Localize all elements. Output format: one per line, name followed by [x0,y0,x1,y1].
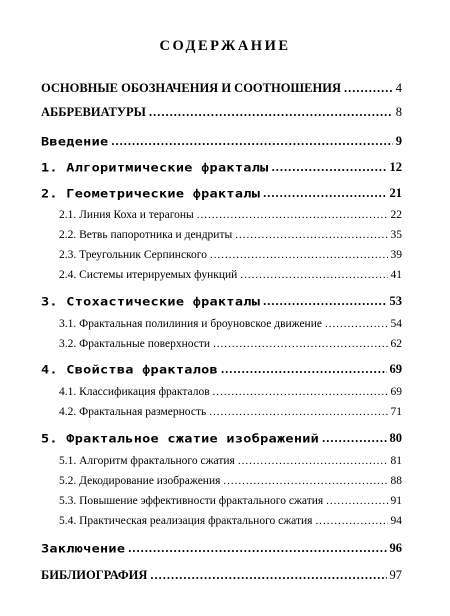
dot-leader [210,249,388,261]
toc-entry-label: 4.1. Классификация фракталов [59,386,210,398]
toc-entry-page: 62 [390,338,402,350]
toc-entry-chapter-1[interactable] [41,159,402,175]
dot-leader [325,318,388,330]
toc-entry-label: 5.3. Повышение эффективности фрактального сжатия [59,495,324,507]
toc-entry-page: 94 [390,515,402,527]
toc-entry-section-4-1[interactable] [59,386,402,398]
dot-leader [238,455,388,467]
toc-entry-page: 35 [390,229,402,241]
toc-entry-label: 5.4. Практическая реализация фрактального сжатия [59,515,313,527]
toc-entry-chapter-5[interactable] [41,430,402,446]
dot-leader [344,81,393,96]
dot-leader [128,541,386,556]
dot-leader [240,269,387,281]
toc-entry-section-2-4[interactable] [59,269,402,281]
dot-leader [149,105,393,120]
toc-entry-page: 4 [395,81,402,95]
toc-entry-label: Введение [41,135,109,149]
dot-leader [150,568,386,583]
toc-entry-chapter-2[interactable] [41,185,402,201]
toc-entry-page: 39 [390,249,402,261]
toc-entry-notation[interactable] [41,81,402,96]
toc-entry-section-3-2[interactable] [59,338,402,350]
toc-title: СОДЕРЖАНИЕ [159,38,291,54]
toc-entry-label: 3.2. Фрактальные поверхности [59,338,211,350]
toc-entry-conclusion[interactable] [41,540,402,556]
toc-entry-bibliography[interactable] [41,568,402,583]
toc-entry-chapter-4[interactable] [41,361,402,377]
toc-entry-page: 81 [390,455,402,467]
toc-entry-label: 2.2. Ветвь папоротника и дендриты [59,229,233,241]
toc-entry-section-2-2[interactable] [59,229,402,241]
toc-entry-label: 3. Стохастические фракталы [41,295,261,309]
dot-leader [223,475,387,487]
toc-entry-page: 96 [389,541,402,555]
toc-entry-page: 69 [390,386,402,398]
toc-entry-section-2-3[interactable] [59,249,402,261]
toc-entry-introduction[interactable] [41,133,402,149]
toc-entry-chapter-3[interactable] [41,293,402,309]
toc-entry-section-2-1[interactable] [59,209,402,221]
toc-entry-label: АББРЕВИАТУРЫ [41,105,146,119]
toc-entry-label: 1. Алгоритмические фракталы [41,161,269,175]
dot-leader [111,134,392,149]
toc-entry-page: 91 [390,495,402,507]
dot-leader [322,431,386,446]
toc-entry-page: 88 [390,475,402,487]
dot-leader [213,338,387,350]
dot-leader [326,495,387,507]
dot-leader [315,515,387,527]
toc-entry-label: 4.2. Фрактальная размерность [59,406,207,418]
toc-entry-section-5-4[interactable] [59,515,402,527]
toc-entry-label: БИБЛИОГРАФИЯ [41,568,148,582]
dot-leader [197,209,388,221]
toc-entry-label: 3.1. Фрактальная полилиния и броуновское движение [59,318,322,330]
dot-leader [221,362,387,377]
toc-entry-label: 2.3. Треугольник Серпинского [59,249,207,261]
toc-entry-page: 8 [395,105,402,119]
toc-entry-label: 2.4. Системы итерируемых функций [59,269,238,281]
toc-entry-section-5-3[interactable] [59,495,402,507]
toc-entry-section-4-2[interactable] [59,406,402,418]
dot-leader [235,229,387,241]
toc-entry-label: 5.1. Алгоритм фрактального сжатия [59,455,235,467]
toc-entry-page: 22 [390,209,402,221]
toc-entry-section-3-1[interactable] [59,318,402,330]
toc-entry-label: 4. Свойства фракталов [41,363,218,377]
toc-entry-page: 9 [395,134,402,148]
toc-entry-page: 21 [389,186,402,200]
dot-leader [263,294,386,309]
toc-entry-label: Заключение [41,542,126,556]
toc-entry-section-5-1[interactable] [59,455,402,467]
toc-entry-page: 54 [390,318,402,330]
toc-entry-label: 2. Геометрические фракталы [41,187,261,201]
toc-entry-label: 5.2. Декодирование изображения [59,475,221,487]
toc-entry-page: 53 [389,294,402,308]
toc-entry-page: 80 [389,431,402,445]
dot-leader [209,406,387,418]
toc-entry-label: 2.1. Линия Коха и терагоны [59,209,194,221]
toc-entry-label: 5. Фрактальное сжатие изображений [41,432,320,446]
dot-leader [213,386,388,398]
toc-entry-page: 41 [390,269,402,281]
toc-entry-page: 71 [390,406,402,418]
dot-leader [263,186,386,201]
toc-entry-page: 12 [389,160,402,174]
toc-entry-section-5-2[interactable] [59,475,402,487]
dot-leader [272,160,387,175]
toc-entry-page: 69 [389,362,402,376]
toc-entry-label: ОСНОВНЫЕ ОБОЗНАЧЕНИЯ И СООТНОШЕНИЯ [41,81,341,95]
toc-entry-abbreviations[interactable] [41,105,402,120]
toc-entry-page: 97 [389,568,402,582]
